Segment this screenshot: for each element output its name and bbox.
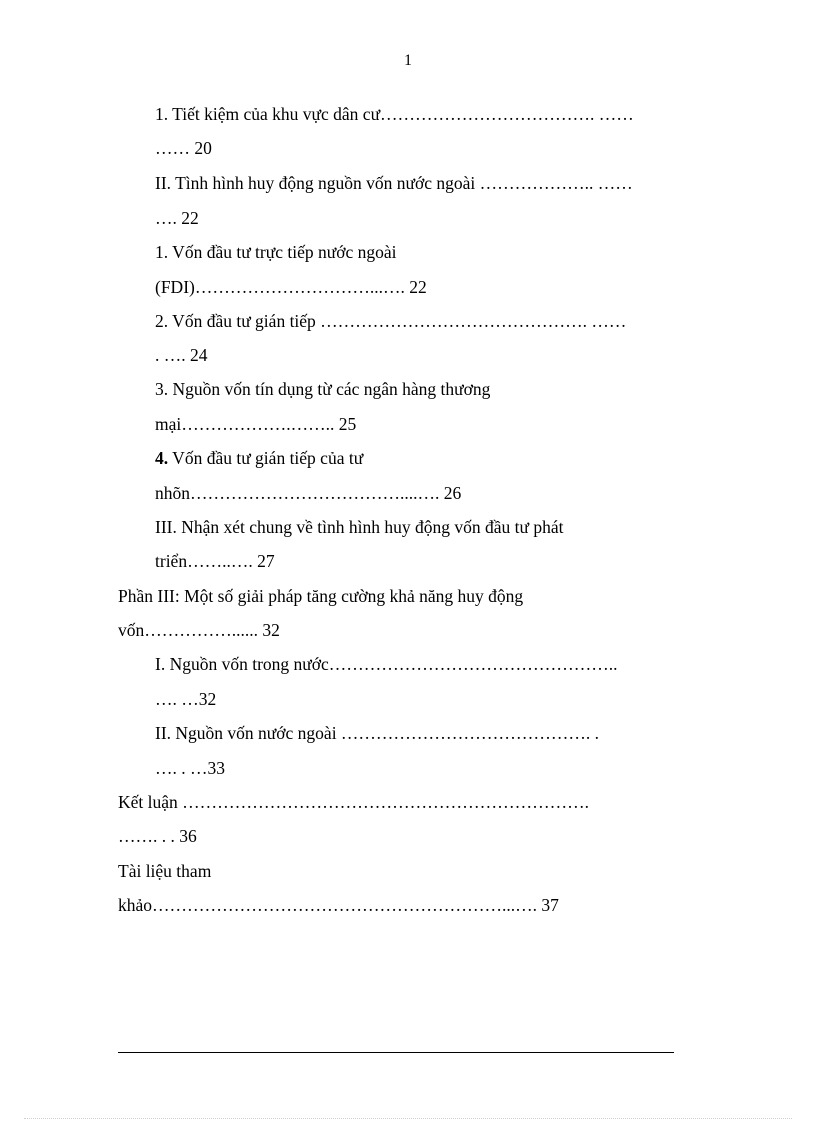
toc-line: nhõn………………………………....…. 26 bbox=[155, 483, 462, 503]
toc-line: . …. 24 bbox=[155, 345, 208, 365]
toc-line: II. Tình hình huy động nguồn vốn nước ngoài ……………….. …… bbox=[155, 173, 633, 193]
toc-line: Phần III: Một số giải pháp tăng cường khả năng huy động bbox=[118, 586, 524, 606]
toc-line: triển……..…. 27 bbox=[155, 551, 275, 571]
toc-line: 4. Vốn đầu tư gián tiếp của tư bbox=[155, 448, 364, 468]
toc-line: III. Nhận xét chung về tình hình huy động vốn đầu tư phát bbox=[155, 517, 564, 537]
footnote-separator bbox=[118, 1052, 674, 1053]
toc-line: ……. . . 36 bbox=[118, 826, 197, 846]
toc-line: mại……………….…….. 25 bbox=[155, 414, 357, 434]
toc-line: II. Nguồn vốn nước ngoài ……………………………………. . bbox=[155, 723, 600, 743]
toc-line: 1. Vốn đầu tư trực tiếp nước ngoài bbox=[155, 242, 397, 262]
toc-number-bold: 4. bbox=[155, 448, 169, 468]
toc-line: Tài liệu tham bbox=[118, 861, 212, 881]
page-number: 1 bbox=[404, 52, 412, 69]
toc-line: 2. Vốn đầu tư gián tiếp ………………………………………. …… bbox=[155, 311, 627, 331]
page-bottom-border bbox=[24, 1118, 792, 1119]
toc-line: 1. Tiết kiệm của khu vực dân cư………………………………. …… bbox=[155, 104, 634, 124]
toc-line: …. . …33 bbox=[155, 758, 225, 778]
toc-line: …. …32 bbox=[155, 689, 217, 709]
toc-line: Kết luận ……………………………………………………………. bbox=[118, 792, 590, 812]
toc-line: …… 20 bbox=[155, 138, 212, 158]
toc-line: I. Nguồn vốn trong nước………………………………………….. bbox=[155, 654, 618, 674]
toc-line: 3. Nguồn vốn tín dụng từ các ngân hàng thương bbox=[155, 379, 491, 399]
toc-line: (FDI)…………………………...…. 22 bbox=[155, 277, 427, 297]
toc-line: …. 22 bbox=[155, 208, 199, 228]
toc-line: vốn……………...... 32 bbox=[118, 620, 280, 640]
toc-line: khảo……………………………………………………...…. 37 bbox=[118, 895, 559, 915]
